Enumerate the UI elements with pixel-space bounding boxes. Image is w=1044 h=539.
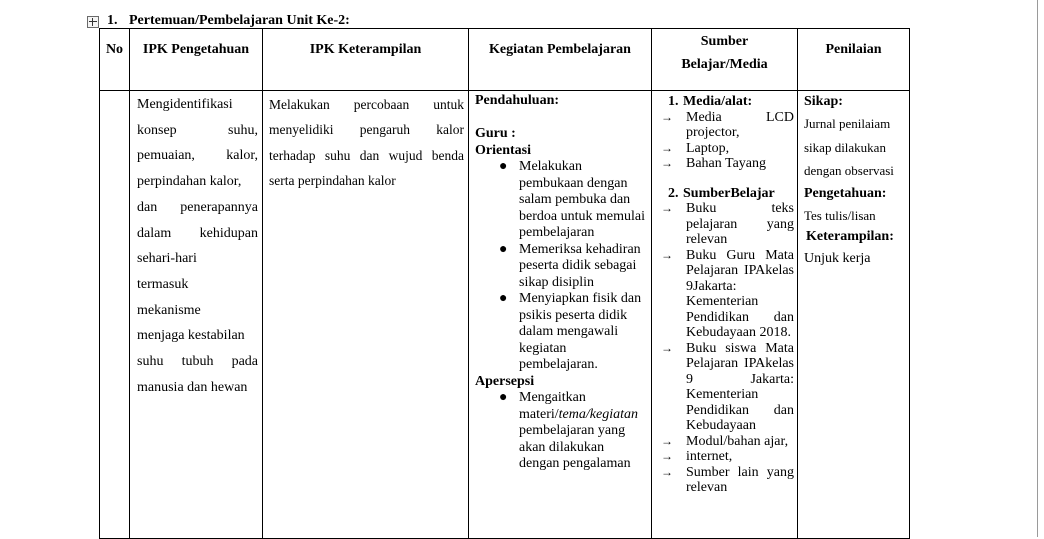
cell-ipk-keterampilan: Melakukan percobaan untuk menyelidiki pengaruh kalor terhadap suhu dan wujud benda serta perpindahan kalor bbox=[263, 91, 469, 539]
arrow-icon: → bbox=[661, 247, 673, 262]
text-sikap: Jurnal penilaiam sikap dilakukan dengan observasi bbox=[804, 116, 894, 178]
text-pengetahuan: Tes tulis/lisan bbox=[804, 207, 876, 223]
sumber-heading: 2. SumberBelajar bbox=[668, 185, 775, 201]
header-sumber: Sumber Belajar/Media bbox=[652, 29, 798, 91]
sumber-list bbox=[658, 201, 794, 496]
label-pendahuluan: Pendahuluan: bbox=[475, 93, 560, 108]
ipk-pengetahuan-line: suhu tubuh pada bbox=[137, 354, 258, 370]
lesson-plan-table bbox=[99, 28, 910, 539]
list-item: ● Melakukan pembukaan dengan salam pembuka dan berdoa untuk memulai pembelajaran bbox=[499, 159, 645, 240]
bullet-icon: ● bbox=[499, 241, 508, 257]
header-ipk-pengetahuan: IPK Pengetahuan bbox=[130, 29, 263, 91]
ipk-pengetahuan-line: perpindahan kalor, bbox=[137, 174, 242, 190]
list-item: → Buku teks pelajaran yang relevan bbox=[661, 201, 794, 247]
header-ipk-keterampilan: IPK Keterampilan bbox=[263, 29, 469, 91]
list-item: → Media LCD projector, bbox=[661, 109, 794, 140]
ipk-pengetahuan-line: menjaga kestabilan bbox=[137, 328, 245, 344]
arrow-icon: → bbox=[661, 449, 673, 463]
label-apersepsi: Apersepsi bbox=[475, 373, 535, 389]
ipk-pengetahuan-line: dalam kehidupan bbox=[137, 225, 258, 241]
arrow-icon: → bbox=[661, 433, 673, 448]
list-item: ● Menyiapkan fisik dan psikis peserta didik dalam mengawali kegiatan pembelajaran. bbox=[499, 291, 642, 372]
heading-text: Pertemuan/Pembelajaran Unit Ke-2: bbox=[129, 13, 350, 28]
bullet-icon: ● bbox=[499, 291, 508, 306]
table-row bbox=[100, 91, 910, 539]
cell-no bbox=[100, 91, 130, 539]
label-guru: Guru : bbox=[475, 126, 516, 141]
arrow-icon: → bbox=[661, 109, 673, 124]
apersepsi-list bbox=[475, 390, 648, 473]
ipk-pengetahuan-line: pemuaian, kalor, bbox=[137, 148, 258, 164]
header-penilaian: Penilaian bbox=[798, 29, 910, 91]
bullet-icon: ● bbox=[499, 159, 508, 174]
header-no: No bbox=[100, 29, 130, 91]
ipk-pengetahuan-line: Mengidentifikasi bbox=[137, 97, 233, 112]
arrow-icon: → bbox=[661, 140, 673, 155]
list-item: → Modul/bahan ajar, bbox=[661, 433, 789, 449]
section-heading bbox=[107, 13, 350, 29]
arrow-icon: → bbox=[661, 340, 673, 355]
list-item: → internet, bbox=[661, 449, 733, 464]
ipk-pengetahuan-line: mekanisme bbox=[137, 302, 201, 318]
media-heading: 1. Media/alat: bbox=[668, 94, 753, 109]
table-move-handle-icon[interactable] bbox=[87, 16, 99, 28]
label-sikap: Sikap: bbox=[804, 94, 843, 109]
cell-sumber bbox=[652, 91, 798, 539]
label-orientasi: Orientasi bbox=[475, 142, 531, 158]
ipk-pengetahuan-line: sehari-hari bbox=[137, 251, 197, 267]
list-item: ● Mengaitkan materi/tema/kegiatan pembelajaran yang akan dilakukan dengan pengalaman bbox=[499, 390, 638, 471]
arrow-icon: → bbox=[661, 464, 673, 479]
arrow-icon: → bbox=[661, 201, 673, 215]
media-list bbox=[658, 110, 794, 172]
list-item: → Sumber lain yang relevan bbox=[661, 464, 794, 495]
heading-number: 1. bbox=[107, 13, 118, 28]
list-item: → Laptop, bbox=[661, 140, 730, 156]
page-edge bbox=[1037, 0, 1038, 537]
text-keterampilan: Unjuk kerja bbox=[804, 251, 871, 266]
label-keterampilan: Keterampilan: bbox=[806, 229, 894, 244]
list-item: → Buku siswa Mata Pelajaran IPAkelas 9 Jakarta: Kementerian Pendidikan dan Kebudayaan bbox=[661, 340, 794, 433]
ipk-pengetahuan-line: konsep suhu, bbox=[137, 122, 258, 138]
ipk-pengetahuan-line: dan penerapannya bbox=[137, 199, 258, 215]
header-row bbox=[100, 29, 910, 91]
ipk-pengetahuan-line: manusia dan hewan bbox=[137, 379, 248, 395]
list-item: → Buku Guru Mata Pelajaran IPAkelas 9Jakarta: Kementerian Pendidikan dan Kebudayaan 2018. bbox=[661, 247, 794, 340]
arrow-icon: → bbox=[661, 156, 673, 170]
header-kegiatan: Kegiatan Pembelajaran bbox=[469, 29, 652, 91]
cell-kegiatan bbox=[469, 91, 652, 539]
ipk-pengetahuan-line: termasuk bbox=[137, 276, 189, 292]
list-item: → Bahan Tayang bbox=[661, 156, 767, 171]
cell-ipk-pengetahuan bbox=[130, 91, 263, 539]
label-pengetahuan: Pengetahuan: bbox=[804, 185, 887, 201]
list-item: ● Memeriksa kehadiran peserta didik sebagai sikap disiplin bbox=[499, 241, 641, 290]
orientasi-list bbox=[475, 159, 648, 374]
cell-penilaian bbox=[798, 91, 910, 539]
